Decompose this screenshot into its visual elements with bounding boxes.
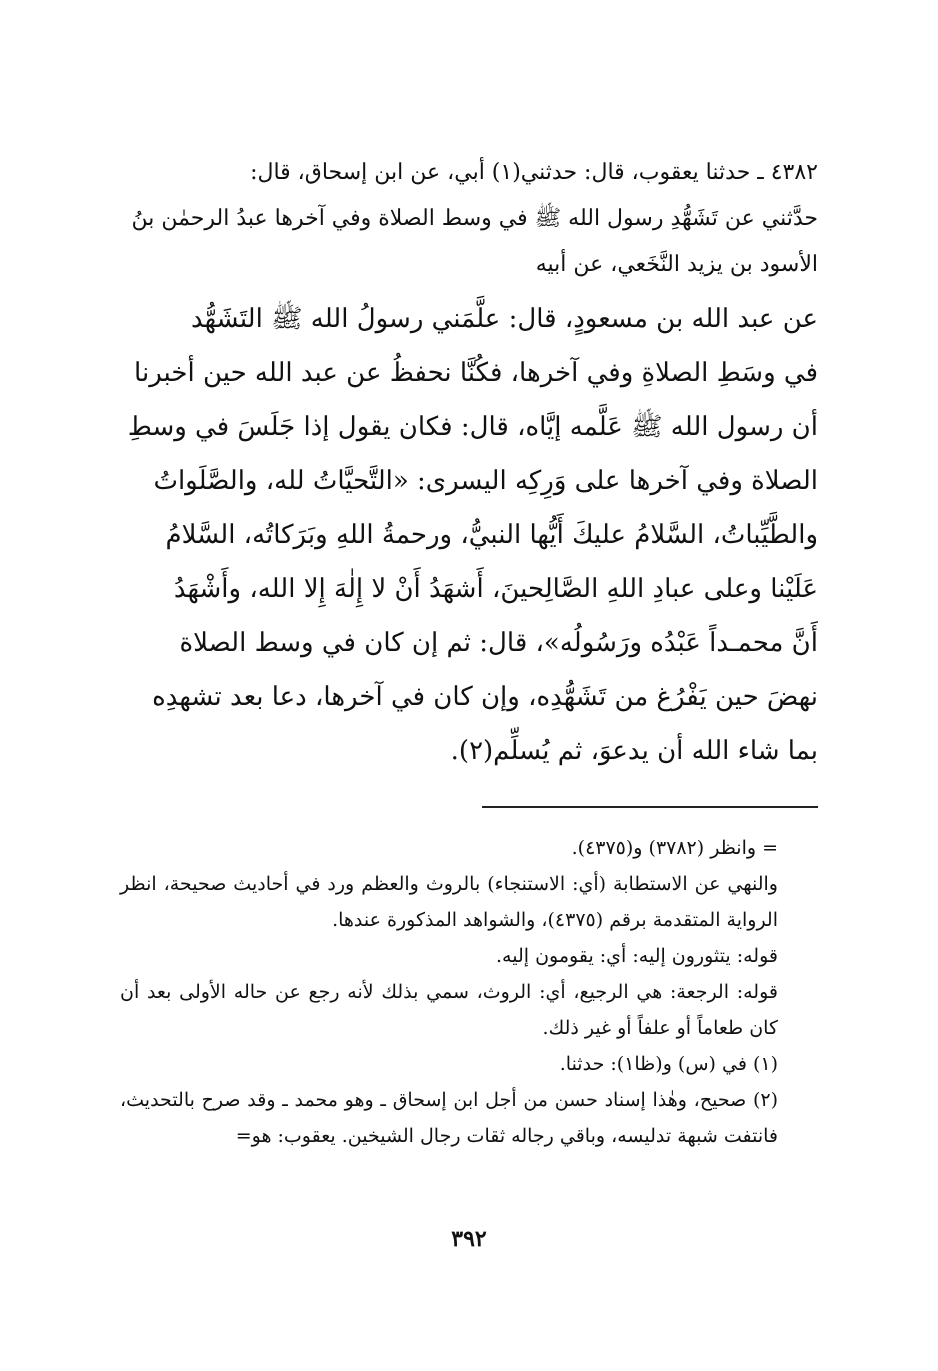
- text-line: أن رسول الله ﷺ عَلَّمه إيَّاه، قال: فكان يقول إذا جَلَسَ في وسطِ: [127, 412, 818, 442]
- footnote-continuation: = وانظر (٣٧٨٢) و(٤٣٧٥).: [571, 837, 778, 859]
- text-line: في وسَطِ الصلاةِ وفي آخرها، فكُنَّا نحفظُ عن عبد الله حين أخبرنا: [134, 358, 818, 388]
- footnote-1: (١) في (س) و(ظا١): حدثنا.: [559, 1053, 778, 1075]
- text-line: والطَّيِّباتُ، السَّلامُ عليكَ أَيُّها النبيُّ، ورحمةُ اللهِ وبَرَكاتُه، السَّلامُ: [165, 520, 818, 550]
- text-line: عَلَيْنا وعلى عبادِ اللهِ الصَّالِحينَ، أَشهَدُ أَنْ لا إِلٰهَ إِلا الله، وأَشْهَدُ: [173, 574, 818, 604]
- footnotes: [120, 830, 818, 1154]
- footnote-separator: [482, 806, 818, 808]
- footnote-paragraph: والنهي عن الاستطابة (أي: الاستنجاء) بالروث والعظم ورد في أحاديث صحيحة، انظر الرواية المتقدمة برقم (٤٣٧٥)، والشواهد المذكورة عندها.: [120, 873, 778, 931]
- hadith-text: [120, 292, 818, 778]
- text-line: بما شاء الله أن يدعوَ، ثم يُسلِّم(٢).: [450, 736, 818, 766]
- footnote-2: (٢) صحيح، وهٰذا إسناد حسن من أجل ابن إسحاق ـ وهو محمد ـ وقد صرح بالتحديث، فانتفت شبهة تدليسه، وباقي رجاله ثقات رجال الشيخين. يعقوب: هو=: [120, 1089, 778, 1147]
- footnote-paragraph: قوله: يتثورون إليه: أي: يقومون إليه.: [496, 945, 778, 967]
- page-number: ٣٩٢: [451, 1226, 487, 1252]
- text-line: الصلاة وفي آخرها على وَرِكِه اليسرى: «التَّحيَّاتُ لله، والصَّلَواتُ: [153, 466, 818, 496]
- text-line: أَنَّ محمـداً عَبْدُه ورَسُولُه»، قال: ثم إن كان في وسط الصلاة: [179, 628, 818, 658]
- text-line: عن عبد الله بن مسعودٍ، قال: علَّمَني رسولُ الله ﷺ التَشَهُّد: [191, 304, 818, 334]
- hadith-chain: [120, 150, 818, 288]
- chain-line: حدَّثني عن تَشَهُّدِ رسول الله ﷺ في وسط الصلاة وفي آخرها عبدُ الرحمٰن بنُ: [131, 206, 818, 231]
- footnote-paragraph: قوله: الرجعة: هي الرجيع، أي: الروث، سمي بذلك لأنه رجع عن حاله الأولى بعد أن كان طعاماً أو علفاً أو غير ذلك.: [120, 981, 778, 1039]
- text-line: نهضَ حين يَفْرُغ من تَشَهُّدِه، وإن كان في آخرها، دعا بعد تشهدِه: [152, 682, 818, 712]
- chain-line: الأسود بن يزيد النَّخَعي، عن أبيه: [535, 252, 818, 277]
- hadith-number-line: ٤٣٨٢ ـ حدثنا يعقوب، قال: حدثني(١) أبي، عن ابن إسحاق، قال:: [250, 160, 818, 185]
